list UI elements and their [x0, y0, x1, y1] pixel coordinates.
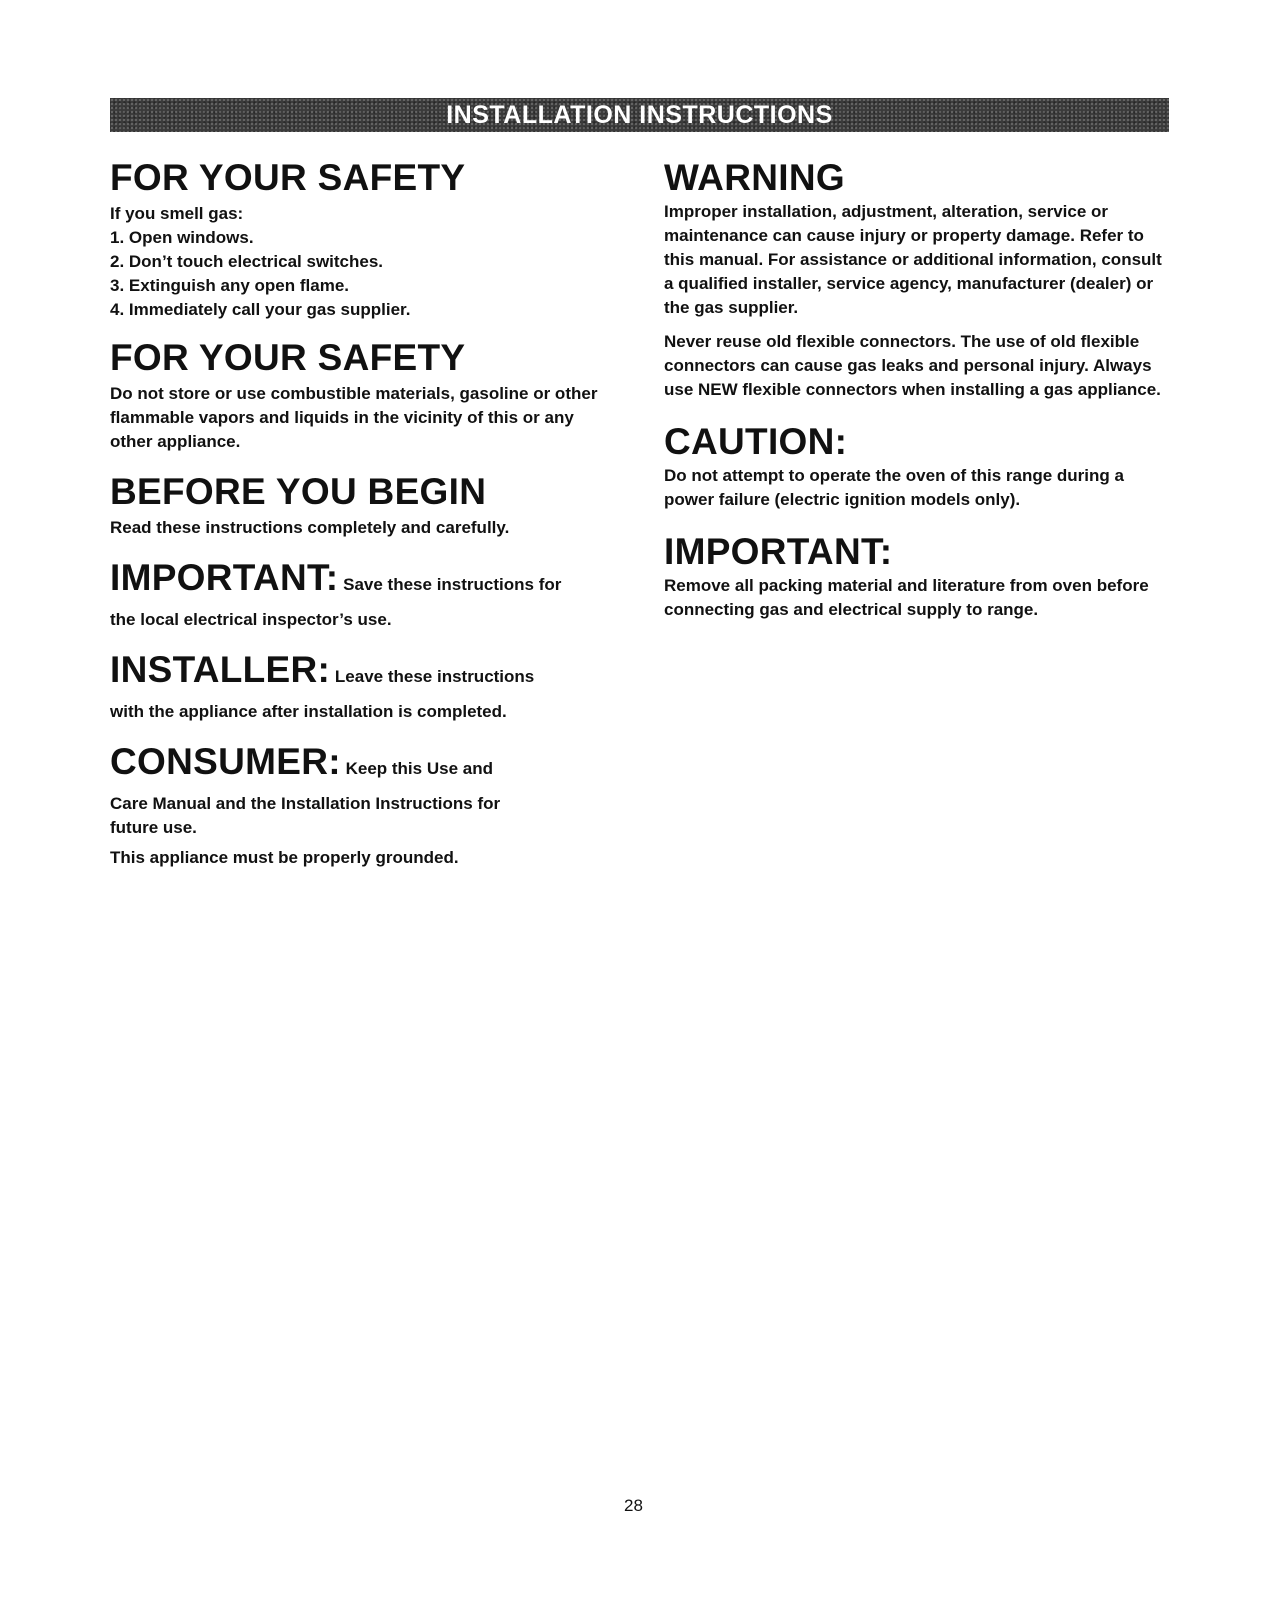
important-inline-text: Save these instructions for: [338, 575, 562, 594]
gas-smell-intro: If you smell gas:: [110, 204, 244, 223]
list-item: 2. Don’t touch electrical switches.: [110, 252, 384, 271]
caution-heading: CAUTION:: [664, 421, 848, 462]
important-heading-right: IMPORTANT:: [664, 531, 893, 572]
warning-text-1: Improper installation, adjustment, alteration, service or maintenance can cause injury or property damage. Refer to this manual. For assistance or additional information, consult a qualified installer, service agency, manufacturer (dealer) or the gas supplier.: [664, 202, 1162, 317]
safety-heading-2: FOR YOUR SAFETY: [110, 337, 466, 378]
safety-storage-section: [110, 336, 630, 454]
consumer-heading: CONSUMER:: [110, 741, 341, 782]
important-text: the local electrical inspector’s use.: [110, 610, 392, 629]
safety-gas-section: [110, 156, 630, 322]
section-banner: [110, 98, 1169, 132]
installer-section: [110, 648, 630, 724]
list-item: 4. Immediately call your gas supplier.: [110, 300, 411, 319]
caution-section: [664, 420, 1184, 512]
warning-heading: WARNING: [664, 157, 845, 198]
before-heading: BEFORE YOU BEGIN: [110, 471, 487, 512]
important-packing-text: Remove all packing material and literature from oven before connecting gas and electrical supply to range.: [664, 576, 1149, 619]
gas-steps-list: [110, 226, 630, 322]
storage-warning-text: Do not store or use combustible materials, gasoline or other flammable vapors and liquids in the vicinity of this or any other appliance.: [110, 384, 598, 451]
page-number: 28: [624, 1496, 643, 1515]
consumer-inline-text: Keep this Use and: [340, 759, 493, 778]
installer-heading: INSTALLER:: [110, 649, 331, 690]
important-inspector-section: [110, 556, 630, 632]
warning-section: [664, 156, 1184, 402]
grounded-text: This appliance must be properly grounded.: [110, 848, 459, 867]
caution-text: Do not attempt to operate the oven of this range during a power failure (electric ignition models only).: [664, 466, 1124, 509]
consumer-heading-line: [110, 740, 630, 792]
before-text: Read these instructions completely and carefully.: [110, 518, 510, 537]
safety-heading-1: FOR YOUR SAFETY: [110, 157, 466, 198]
important-heading: IMPORTANT:: [110, 557, 339, 598]
warning-text-2: Never reuse old flexible connectors. The use of old flexible connectors can cause gas leaks and personal injury. Always use NEW flexible connectors when installing a gas appliance.: [664, 332, 1161, 399]
important-packing-section: [664, 530, 1184, 622]
list-item: 1. Open windows.: [110, 228, 254, 247]
before-section: [110, 470, 630, 540]
important-heading-line: [110, 556, 630, 608]
right-column: [664, 156, 1184, 622]
list-item: 3. Extinguish any open flame.: [110, 276, 349, 295]
left-column: [110, 156, 630, 870]
installer-text: with the appliance after installation is completed.: [110, 702, 507, 721]
installer-heading-line: [110, 648, 630, 700]
installer-inline-text: Leave these instructions: [330, 667, 535, 686]
banner-title: INSTALLATION INSTRUCTIONS: [446, 100, 833, 129]
consumer-text: Care Manual and the Installation Instructions for future use.: [110, 794, 501, 837]
consumer-section: [110, 740, 630, 870]
